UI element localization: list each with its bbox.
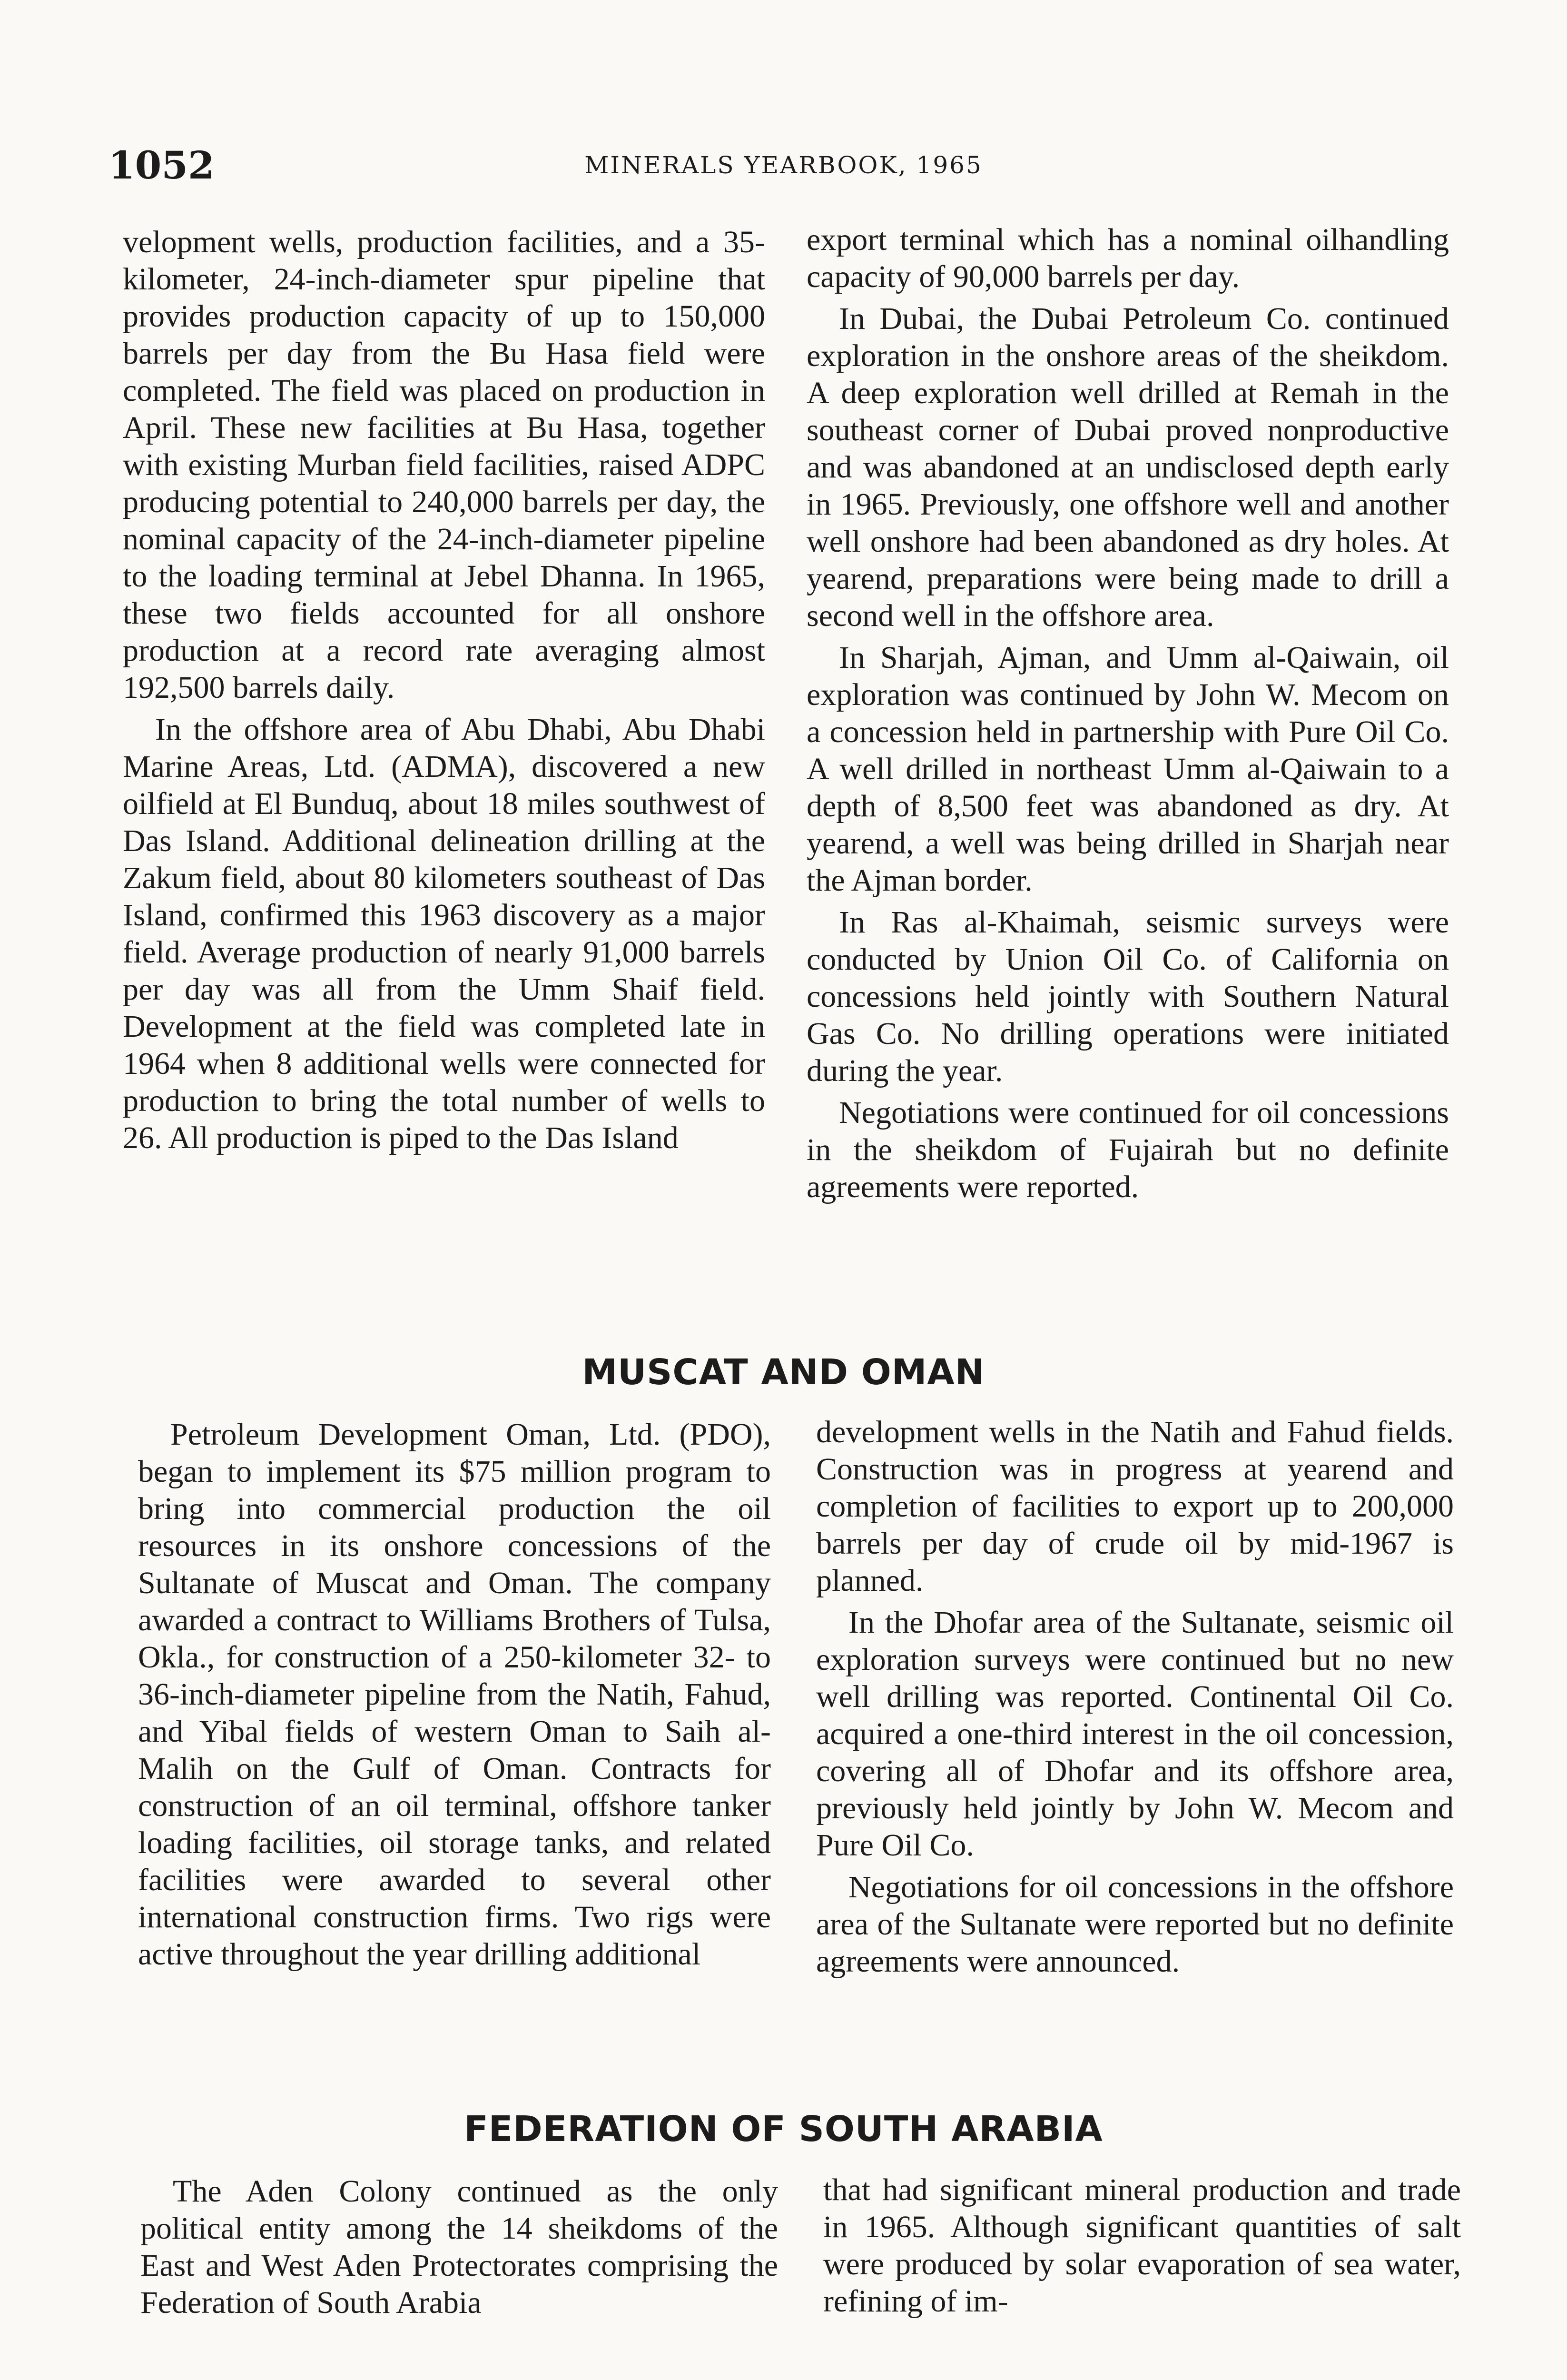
paragraph: In Ras al-Khaimah, seismic surveys were conducted by Union Oil Co. of California on concessions held jointly with Southern Natural Gas Co. No drilling operations were initiated during the year. — [807, 905, 1449, 1088]
section1-right-column — [807, 221, 1449, 1206]
paragraph: export terminal which has a nominal oilhandling capacity of 90,000 barrels per day. — [807, 222, 1449, 294]
section2-right-column — [816, 1414, 1454, 1980]
section3-left-column — [140, 2173, 778, 2321]
paragraph: velopment wells, production facilities, and a 35-kilometer, 24-inch-diameter spur pipeline that provides production capacity of up to 150,000 barrels per day from the Bu Hasa field were completed. The field was placed on production in April. These new facilities at Bu Hasa, together with existing Murban field facilities, raised ADPC producing potential to 240,000 barrels per day, the nominal capacity of the 24-inch-diameter pipeline to the loading terminal at Jebel Dhanna. In 1965, these two fields accounted for all onshore production at a record rate averaging almost 192,500 barrels daily. — [123, 225, 765, 705]
paragraph: Negotiations were continued for oil concessions in the sheikdom of Fujairah but no definite agreements were reported. — [807, 1095, 1449, 1204]
section-heading-south-arabia: FEDERATION OF SOUTH ARABIA — [464, 2109, 1103, 2150]
paragraph: In the offshore area of Abu Dhabi, Abu Dhabi Marine Areas, Ltd. (ADMA), discovered a new oilfield at El Bunduq, about 18 miles southwest of Das Island. Additional delineation drilling at the Zakum field, about 80 kilometers southeast of Das Island, confirmed this 1963 discovery as a major field. Average production of nearly 91,000 barrels per day was all from the Umm Shaif field. Development at the field was completed late in 1964 when 8 additional wells were connected for production to bring the total number of wells to 26. All production is piped to the Das Island — [123, 712, 765, 1155]
paragraph: In Dubai, the Dubai Petroleum Co. continued exploration in the onshore areas of the sheikdom. A deep exploration well drilled at Remah in the southeast corner of Dubai proved nonproductive and was abandoned at an undisclosed depth early in 1965. Previously, one offshore well and another well onshore had been abandoned as dry holes. At yearend, preparations were being made to drill a second well in the offshore area. — [807, 301, 1449, 633]
paragraph: Petroleum Development Oman, Ltd. (PDO), began to implement its $75 million program to bring into commercial production the oil resources in its onshore concessions of the Sultanate of Muscat and Oman. The company awarded a contract to Williams Brothers of Tulsa, Okla., for construction of a 250-kilometer 32- to 36-inch-diameter pipeline from the Natih, Fahud, and Yibal fields of western Oman to Saih al-Malih on the Gulf of Oman. Contracts for construction of an oil terminal, offshore tanker loading facilities, oil storage tanks, and related facilities were awarded to several other international construction firms. Two rigs were active throughout the year drilling additional — [138, 1417, 771, 1972]
paragraph: that had significant mineral production and trade in 1965. Although significant quantities of salt were produced by solar evaporation of sea water, refining of im- — [823, 2172, 1461, 2319]
paragraph: In the Dhofar area of the Sultanate, seismic oil exploration surveys were continued but no new well drilling was reported. Continental Oil Co. acquired a one-third interest in the oil concession, covering all of Dhofar and its offshore area, previously held jointly by John W. Mecom and Pure Oil Co. — [816, 1605, 1454, 1863]
paragraph: The Aden Colony continued as the only political entity among the 14 sheikdoms of the East and West Aden Protectorates comprising the Federation of South Arabia — [140, 2174, 778, 2320]
page-number: 1052 — [108, 143, 215, 188]
section2-left-column — [138, 1416, 771, 1973]
section-heading-muscat-oman: MUSCAT AND OMAN — [582, 1352, 985, 1393]
paragraph: Negotiations for oil concessions in the offshore area of the Sultanate were reported but no definite agreements were announced. — [816, 1870, 1454, 1979]
running-head: MINERALS YEARBOOK, 1965 — [584, 151, 983, 179]
section1-left-column — [123, 224, 765, 1157]
paragraph: In Sharjah, Ajman, and Umm al-Qaiwain, oil exploration was continued by John W. Mecom on a concession held in partnership with Pure Oil Co. A well drilled in northeast Umm al-Qaiwain to a depth of 8,500 feet was abandoned as dry. At yearend, a well was being drilled in Sharjah near the Ajman border. — [807, 640, 1449, 898]
section3-right-column — [823, 2172, 1461, 2320]
paragraph: development wells in the Natih and Fahud fields. Construction was in progress at yearend and completion of facilities to export up to 200,000 barrels per day of crude oil by mid-1967 is planned. — [816, 1415, 1454, 1598]
